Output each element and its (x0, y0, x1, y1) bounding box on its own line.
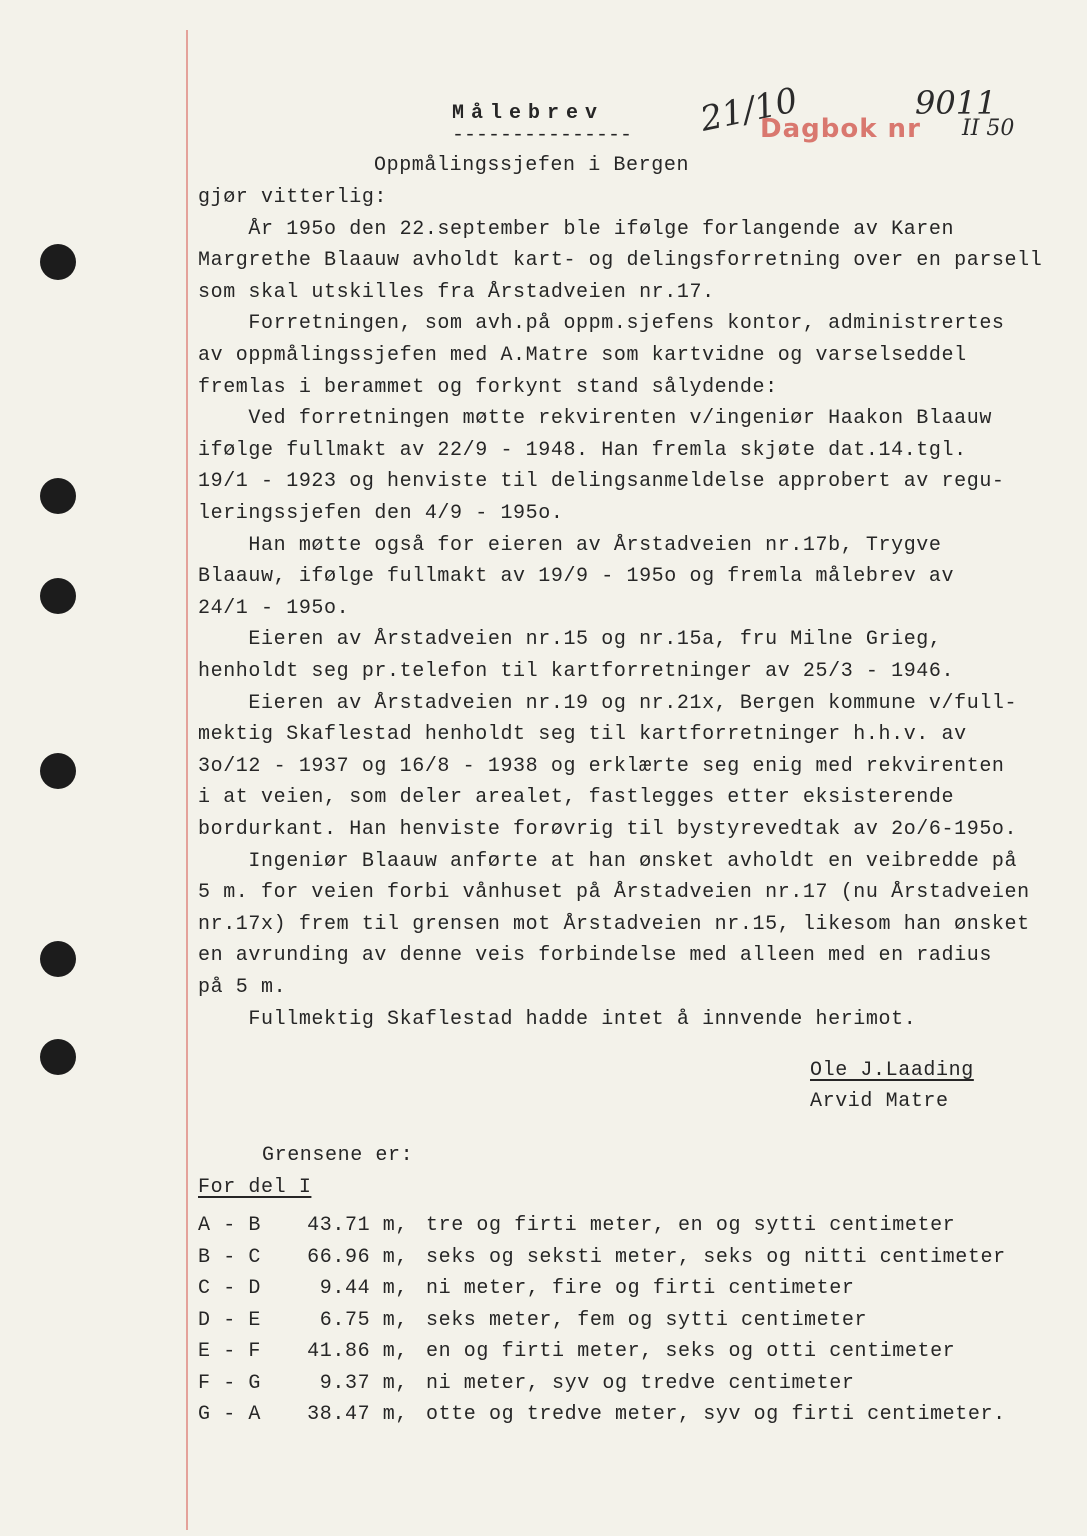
segment-length: 41.86 m, (307, 1340, 408, 1363)
segment-label: A - B (198, 1214, 262, 1237)
section-label: For del I (198, 1176, 312, 1199)
body-line: Han møtte også for eieren av Årstadveien nr.17b, Trygve (198, 534, 942, 557)
punch-hole (40, 1039, 76, 1075)
segment-label: E - F (198, 1340, 262, 1363)
segment-words: otte og tredve meter, syv og firti centimeter. (426, 1403, 1006, 1426)
title-rule: --------------- (452, 124, 633, 147)
body-line: Ingeniør Blaauw anførte at han ønsket avholdt en veibredde på (198, 850, 1018, 873)
punch-hole (40, 753, 76, 789)
boundaries-heading: Grensene er: (262, 1144, 414, 1167)
body-line: År 195o den 22.september ble ifølge forlangende av Karen (198, 218, 955, 241)
segment-words: en og firti meter, seks og otti centimeter (426, 1340, 956, 1363)
body-line: Ved forretningen møtte rekvirenten v/ingeniør Haakon Blaauw (198, 407, 992, 430)
segment-length: 9.44 m, (319, 1277, 408, 1300)
handwritten-date: 21/10 (696, 80, 802, 140)
body-line: på 5 m. (198, 976, 287, 999)
segment-length: 6.75 m, (319, 1309, 408, 1332)
punch-hole (40, 941, 76, 977)
segment-words: ni meter, syv og tredve centimeter (426, 1372, 855, 1395)
body-line: Fullmektig Skaflestad hadde intet å innvende herimot. (198, 1008, 917, 1031)
punch-hole (40, 244, 76, 280)
signature-2: Arvid Matre (810, 1090, 949, 1113)
body-line: en avrunding av denne veis forbindelse med alleen med en radius (198, 944, 992, 967)
body-line: av oppmålingssjefen med A.Matre som kartvidne og varselseddel (198, 344, 967, 367)
body-line: nr.17x) frem til grensen mot Årstadveien nr.15, likesom han ønsket (198, 913, 1030, 936)
stamp-number: 9011 (915, 84, 997, 122)
body-line: Eieren av Årstadveien nr.19 og nr.21x, Bergen kommune v/full- (198, 692, 1018, 715)
body-line: gjør vitterlig: (198, 186, 388, 209)
segment-label: B - C (198, 1246, 262, 1269)
document-title: Målebrev (452, 102, 605, 125)
issuer-line: Oppmålingssjefen i Bergen (374, 154, 690, 177)
body-line: ifølge fullmakt av 22/9 - 1948. Han fremla skjøte dat.14.tgl. (198, 439, 967, 462)
body-line: Blaauw, ifølge fullmakt av 19/9 - 195o og fremla målebrev av (198, 565, 955, 588)
stamp-suffix: II 50 (962, 116, 1015, 141)
body-line: 24/1 - 195o. (198, 597, 350, 620)
body-line: Margrethe Blaauw avholdt kart- og delingsforretning over en parsell (198, 249, 1043, 272)
segment-length: 38.47 m, (307, 1403, 408, 1426)
body-line: 3o/12 - 1937 og 16/8 - 1938 og erklærte seg enig med rekvirenten (198, 755, 1005, 778)
body-line: fremlas i berammet og forkynt stand sålydende: (198, 376, 778, 399)
segment-words: seks meter, fem og sytti centimeter (426, 1309, 868, 1332)
segment-words: seks og seksti meter, seks og nitti centimeter (426, 1246, 1006, 1269)
punch-hole (40, 578, 76, 614)
body-line: henholdt seg pr.telefon til kartforretninger av 25/3 - 1946. (198, 660, 955, 683)
body-line: i at veien, som deler arealet, fastlegges etter eksisterende (198, 786, 955, 809)
margin-line (186, 30, 188, 1530)
body-line: Eieren av Årstadveien nr.15 og nr.15a, fru Milne Grieg, (198, 628, 942, 651)
segment-label: C - D (198, 1277, 262, 1300)
segment-length: 66.96 m, (307, 1246, 408, 1269)
body-line: som skal utskilles fra Årstadveien nr.17. (198, 281, 715, 304)
signature-1: Ole J.Laading (810, 1059, 974, 1082)
body-line: leringssjefen den 4/9 - 195o. (198, 502, 564, 525)
body-line: 19/1 - 1923 og henviste til delingsanmeldelse approbert av regu- (198, 470, 1005, 493)
segment-label: G - A (198, 1403, 262, 1426)
body-line: bordurkant. Han henviste forøvrig til bystyrevedtak av 2o/6-195o. (198, 818, 1018, 841)
body-line: Forretningen, som avh.på oppm.sjefens kontor, administrertes (198, 312, 1005, 335)
body-line: 5 m. for veien forbi vånhuset på Årstadveien nr.17 (nu Årstadveien (198, 881, 1030, 904)
segment-length: 43.71 m, (307, 1214, 408, 1237)
segment-words: ni meter, fire og firti centimeter (426, 1277, 855, 1300)
segment-words: tre og firti meter, en og sytti centimeter (426, 1214, 956, 1237)
punch-hole (40, 478, 76, 514)
dagbok-stamp: Dagbok nr (760, 114, 921, 144)
segment-label: D - E (198, 1309, 262, 1332)
segment-length: 9.37 m, (319, 1372, 408, 1395)
segment-label: F - G (198, 1372, 262, 1395)
body-line: mektig Skaflestad henholdt seg til kartforretninger h.h.v. av (198, 723, 967, 746)
